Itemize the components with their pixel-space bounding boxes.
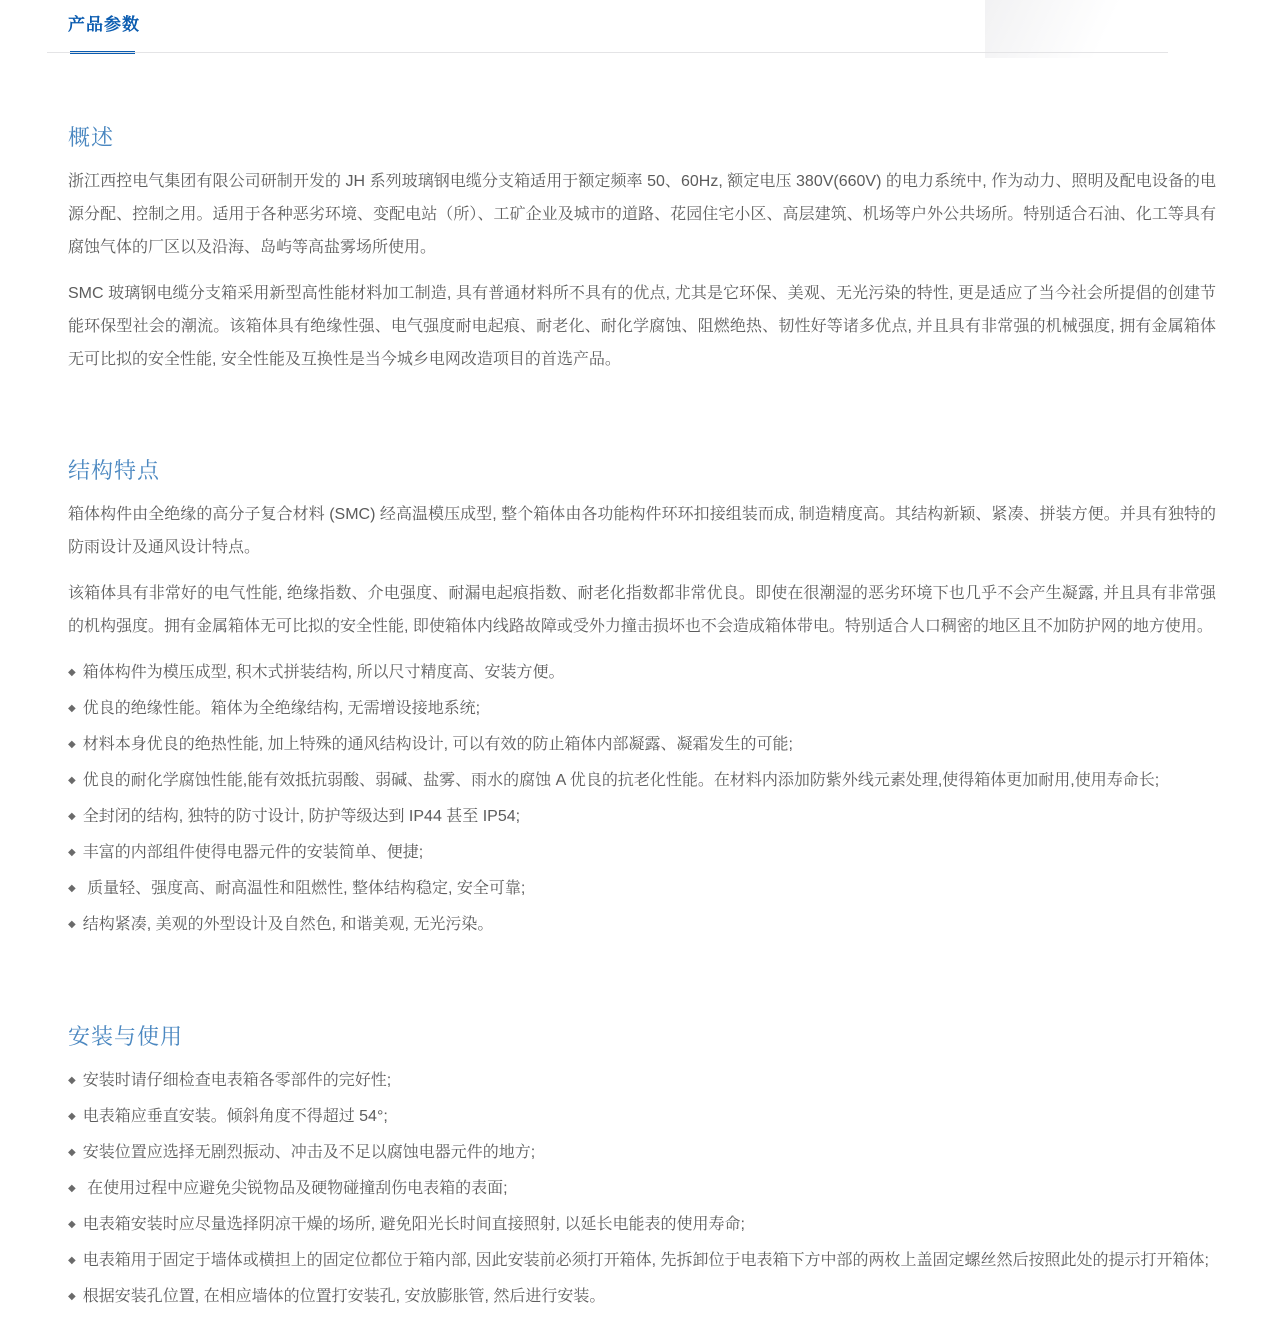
section-overview bbox=[68, 123, 1216, 376]
section-structure-features bbox=[68, 456, 1216, 942]
list-item bbox=[68, 728, 1216, 762]
list-item bbox=[68, 800, 1216, 834]
diamond-bullet-icon: ◆ bbox=[68, 739, 76, 750]
list-item bbox=[68, 872, 1216, 906]
list-item bbox=[68, 1208, 1216, 1242]
list-item-text: 电表箱用于固定于墙体或横担上的固定位都位于箱内部, 因此安装前必须打开箱体, 先拆卸位于电表箱下方中部的两枚上盖固定螺丝然后按照此处的提示打开箱体; bbox=[82, 1252, 1209, 1269]
diamond-bullet-icon: ◆ bbox=[68, 775, 76, 786]
structure-paragraph-2: 该箱体具有非常好的电气性能, 绝缘指数、介电强度、耐漏电起痕指数、耐老化指数都非常优良。即使在很潮湿的恶劣环境下也几乎不会产生凝露, 并且具有非常强的机构强度。拥有金属箱体无可比拟的安全性能, 即使箱体内线路故障或受外力撞击损坏也不会造成箱体带电。特别适合人口稠密的地区且不加防护网的地方使用。 bbox=[68, 585, 1216, 635]
diamond-bullet-icon: ◆ bbox=[68, 1111, 76, 1122]
section-installation-use bbox=[68, 1022, 1216, 1314]
list-item-text: 质量轻、强度高、耐高温性和阻燃性, 整体结构稳定, 安全可靠; bbox=[82, 880, 526, 897]
structure-bullet-list bbox=[68, 656, 1216, 942]
tab-bar-divider bbox=[47, 52, 1168, 53]
list-item bbox=[68, 1280, 1216, 1314]
overview-paragraph-1: 浙江西控电气集团有限公司研制开发的 JH 系列玻璃钢电缆分支箱适用于额定频率 50、60Hz, 额定电压 380V(660V) 的电力系统中, 作为动力、照明及配电设备的电源分配、控制之用。适用于各种恶劣环境、变配电站（所）、工矿企业及城市的道路、花园住宅小区、高层建筑、机场等户外公共场所。特别适合石油、化工等具有腐蚀气体的厂区以及沿海、岛屿等高盐雾场所使用。 bbox=[68, 173, 1216, 256]
list-item bbox=[68, 908, 1216, 942]
installation-use-title: 安装与使用 bbox=[68, 1024, 184, 1049]
list-item-text: 箱体构件为模压成型, 积木式拼装结构, 所以尺寸精度高、安装方便。 bbox=[82, 664, 565, 681]
list-item-text: 根据安装孔位置, 在相应墙体的位置打安装孔, 安放膨胀管, 然后进行安装。 bbox=[82, 1288, 606, 1305]
tab-product-parameters-label: 产品参数 bbox=[68, 15, 140, 34]
list-item-text: 电表箱应垂直安装。倾斜角度不得超过 54°; bbox=[82, 1108, 388, 1125]
diamond-bullet-icon: ◆ bbox=[68, 1255, 76, 1266]
list-item bbox=[68, 1100, 1216, 1134]
installation-bullet-list bbox=[68, 1064, 1216, 1314]
list-item bbox=[68, 656, 1216, 690]
diamond-bullet-icon: ◆ bbox=[68, 667, 76, 678]
diamond-bullet-icon: ◆ bbox=[68, 1075, 76, 1086]
list-item bbox=[68, 692, 1216, 726]
diamond-bullet-icon: ◆ bbox=[68, 1183, 76, 1194]
diamond-bullet-icon: ◆ bbox=[68, 811, 76, 822]
list-item bbox=[68, 764, 1216, 798]
list-item-text: 丰富的内部组件使得电器元件的安装简单、便捷; bbox=[82, 844, 424, 861]
list-item-text: 安装时请仔细检查电表箱各零部件的完好性; bbox=[82, 1072, 392, 1089]
diamond-bullet-icon: ◆ bbox=[68, 1219, 76, 1230]
list-item-text: 在使用过程中应避免尖锐物品及硬物碰撞刮伤电表箱的表面; bbox=[82, 1180, 508, 1197]
list-item-text: 全封闭的结构, 独特的防寸设计, 防护等级达到 IP44 甚至 IP54; bbox=[82, 808, 521, 825]
overview-paragraph-2: SMC 玻璃钢电缆分支箱采用新型高性能材料加工制造, 具有普通材料所不具有的优点, 尤其是它环保、美观、无光污染的特性, 更是适应了当今社会所提倡的创建节能环保型社会的潮流。该箱体具有绝缘性强、电气强度耐电起痕、耐老化、耐化学腐蚀、阻燃绝热、韧性好等诸多优点, 并且具有非常强的机械强度, 拥有金属箱体无可比拟的安全性能, 安全性能及互换性是当今城乡电网改造项目的首选产品。 bbox=[68, 285, 1216, 368]
list-item bbox=[68, 1244, 1216, 1278]
diamond-bullet-icon: ◆ bbox=[68, 883, 76, 894]
overview-title: 概述 bbox=[68, 125, 115, 150]
list-item bbox=[68, 1064, 1216, 1098]
list-item bbox=[68, 836, 1216, 870]
diamond-bullet-icon: ◆ bbox=[68, 1291, 76, 1302]
list-item-text: 优良的耐化学腐蚀性能,能有效抵抗弱酸、弱碱、盐雾、雨水的腐蚀 A 优良的抗老化性能。在材料内添加防紫外线元素处理,使得箱体更加耐用,使用寿命长; bbox=[82, 772, 1160, 789]
list-item-text: 电表箱安装时应尽量选择阴凉干燥的场所, 避免阳光长时间直接照射, 以延长电能表的使用寿命; bbox=[82, 1216, 745, 1233]
list-item-text: 安装位置应选择无剧烈振动、冲击及不足以腐蚀电器元件的地方; bbox=[82, 1144, 536, 1161]
list-item bbox=[68, 1136, 1216, 1170]
structure-paragraph-1: 箱体构件由全绝缘的高分子复合材料 (SMC) 经高温模压成型, 整个箱体由各功能构件环环扣接组装而成, 制造精度高。其结构新颖、紧凑、拼装方便。并具有独特的防雨设计及通风设计特点。 bbox=[68, 506, 1216, 556]
tab-product-parameters[interactable] bbox=[68, 10, 140, 35]
diamond-bullet-icon: ◆ bbox=[68, 847, 76, 858]
tab-bar bbox=[0, 0, 1284, 53]
list-item bbox=[68, 1172, 1216, 1206]
diamond-bullet-icon: ◆ bbox=[68, 919, 76, 930]
structure-features-title: 结构特点 bbox=[68, 458, 161, 483]
list-item-text: 材料本身优良的绝热性能, 加上特殊的通风结构设计, 可以有效的防止箱体内部凝露、凝霜发生的可能; bbox=[82, 736, 793, 753]
diamond-bullet-icon: ◆ bbox=[68, 1147, 76, 1158]
diamond-bullet-icon: ◆ bbox=[68, 703, 76, 714]
list-item-text: 结构紧凑, 美观的外型设计及自然色, 和谐美观, 无光污染。 bbox=[82, 916, 494, 933]
list-item-text: 优良的绝缘性能。箱体为全绝缘结构, 无需增设接地系统; bbox=[82, 700, 481, 717]
page-content bbox=[0, 123, 1284, 1314]
